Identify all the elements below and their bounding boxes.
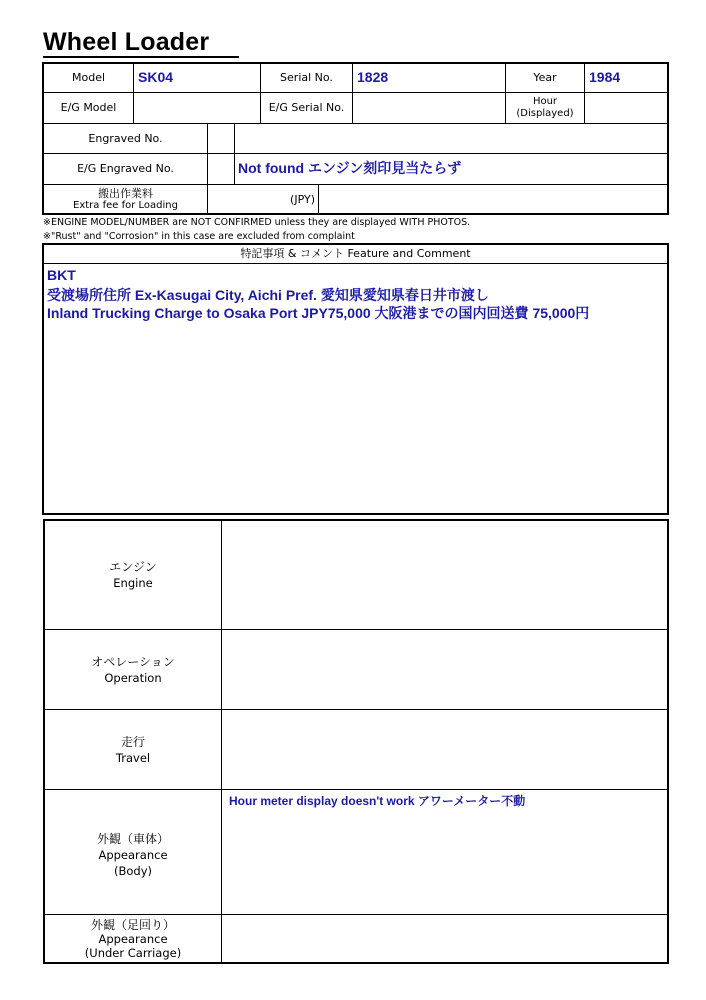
model-label: Model bbox=[71, 71, 106, 84]
engine-label-en: Engine bbox=[113, 576, 153, 590]
engine-category bbox=[45, 521, 221, 629]
eg-serial-label: E/G Serial No. bbox=[268, 101, 345, 114]
page-title: Wheel Loader bbox=[43, 28, 210, 56]
serial-label: Serial No. bbox=[280, 71, 333, 84]
comment-box bbox=[42, 243, 669, 515]
col-divider bbox=[352, 63, 353, 123]
title-underline bbox=[43, 56, 239, 58]
appearance-under-label-en: Appearance bbox=[98, 932, 168, 946]
comment-line: BKT bbox=[47, 267, 76, 283]
hour-value bbox=[589, 93, 665, 123]
comment-header-divider bbox=[43, 263, 668, 264]
year-value: 1984 bbox=[589, 69, 621, 85]
appearance-body-label-en: Appearance bbox=[98, 848, 168, 862]
col-divider bbox=[584, 63, 585, 123]
loading-fee-value bbox=[323, 185, 663, 214]
loading-fee-label-jp: 搬出作業料 bbox=[98, 186, 153, 200]
eg-model-value bbox=[138, 93, 258, 123]
comment-header: 特記事項 & コメント Feature and Comment bbox=[240, 247, 471, 260]
appearance-under-label-jp: 外観（足回り） bbox=[90, 918, 175, 932]
hour-label bbox=[506, 93, 584, 123]
comment-line: Inland Trucking Charge to Osaka Port JPY75,000 大阪港までの国内回送費 75,000円 bbox=[47, 305, 590, 321]
travel-category bbox=[45, 710, 221, 789]
engraved-label: Engraved No. bbox=[88, 131, 163, 145]
year-label: Year bbox=[533, 71, 557, 84]
hour-label-line1: Hour bbox=[532, 96, 558, 107]
col-divider bbox=[318, 184, 319, 214]
col-divider bbox=[234, 123, 235, 184]
operation-label-en: Operation bbox=[104, 670, 162, 685]
engine-label-jp: エンジン bbox=[109, 560, 157, 574]
note-engine-confirmation: ※ENGINE MODEL/NUMBER are NOT CONFIRMED unless they are displayed WITH PHOTOS. bbox=[43, 217, 471, 228]
appearance-body-label-jp: 外観（車体） bbox=[96, 832, 169, 846]
inspection-col-divider bbox=[221, 520, 222, 963]
eg-engraved-value: Not found エンジン刻印見当たらず bbox=[238, 160, 462, 176]
loading-fee-label bbox=[44, 185, 207, 214]
note-rust-exclusion: ※"Rust" and "Corrosion" in this case are excluded from complaint bbox=[43, 231, 355, 242]
appearance-body-label-en2: (Body) bbox=[113, 864, 152, 878]
hour-label-line2: (Displayed) bbox=[516, 108, 574, 119]
operation-category bbox=[45, 630, 221, 709]
engraved-value bbox=[239, 124, 664, 153]
eg-serial-value bbox=[357, 93, 502, 123]
comment-line: 受渡場所住所 Ex-Kasugai City, Aichi Pref. 愛知県愛知県春日井市渡し bbox=[47, 287, 489, 303]
loading-fee-label-en: Extra fee for Loading bbox=[73, 199, 178, 211]
model-value: SK04 bbox=[138, 69, 174, 85]
appearance-body-category bbox=[45, 790, 221, 914]
appearance-under-category bbox=[45, 915, 221, 963]
serial-value: 1828 bbox=[357, 69, 389, 85]
loading-fee-currency: (JPY) bbox=[290, 192, 315, 206]
travel-label-jp: 走行 bbox=[120, 734, 145, 749]
travel-label-en: Travel bbox=[115, 750, 151, 765]
operation-label-jp: オペレーション bbox=[91, 654, 175, 669]
eg-engraved-label: E/G Engraved No. bbox=[77, 162, 174, 175]
col-divider bbox=[133, 63, 134, 123]
eg-model-label: E/G Model bbox=[60, 101, 117, 114]
appearance-body-detail: Hour meter display doesn't work アワーメーター不動 bbox=[229, 794, 526, 808]
appearance-under-label-en2: (Under Carriage) bbox=[84, 946, 182, 960]
